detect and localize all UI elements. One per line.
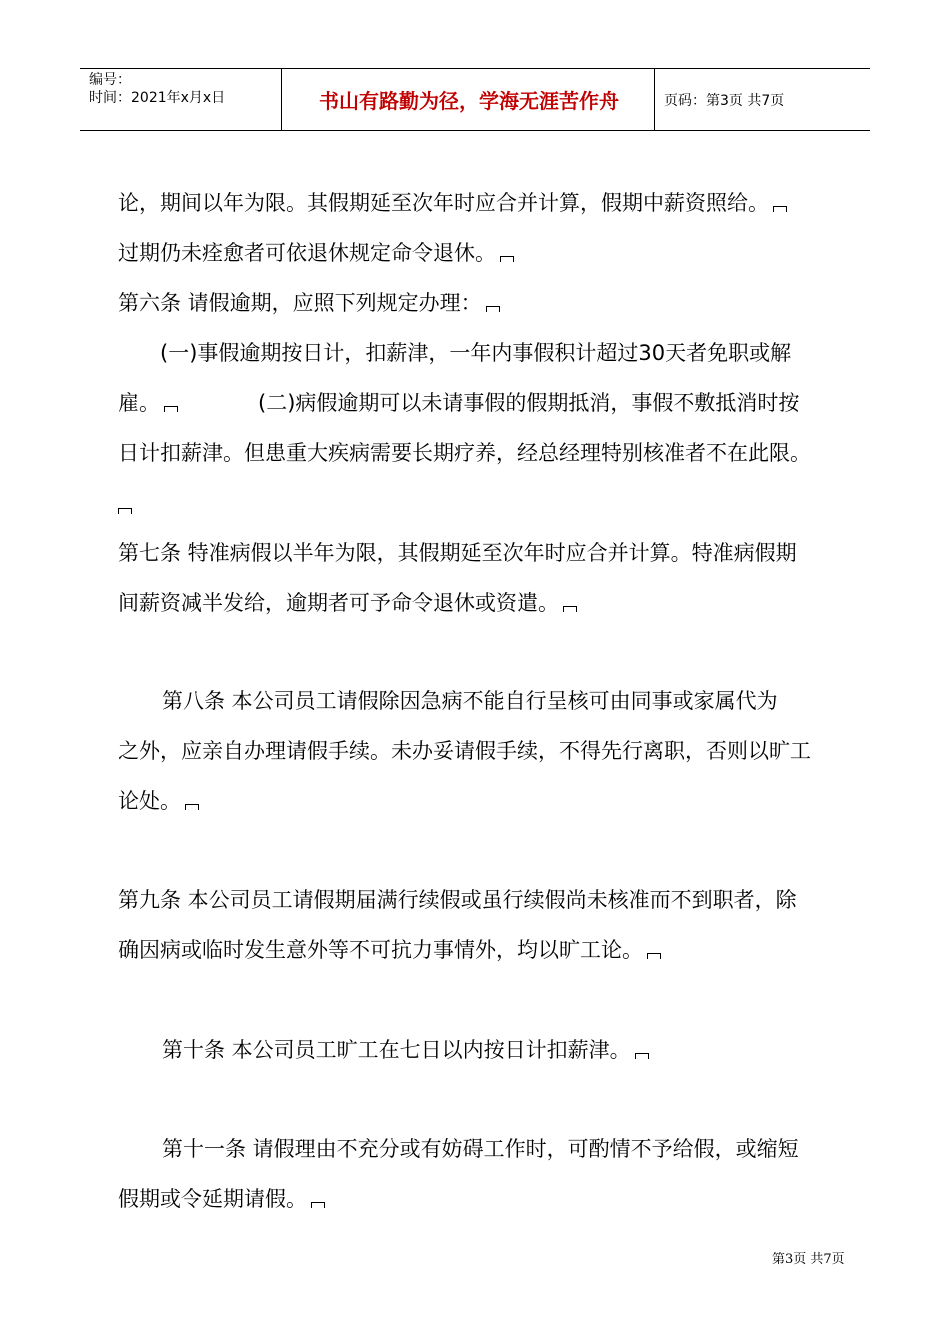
time-label: 时间：2021年x月x日 [89,90,226,106]
paragraph-mark-icon [773,206,787,212]
paragraph-mark-icon [311,1202,325,1208]
text-line: 第十一条 请假理由不充分或有妨碍工作时，可酌情不予给假，或缩短 [162,1137,799,1161]
number-label: 编号： [89,72,131,88]
text-line: 间薪资减半发给，逾期者可予命令退休或资遣。 [118,590,577,616]
text-line: 第九条 本公司员工请假期届满行续假或虽行续假尚未核准而不到职者，除 [118,888,797,912]
text-line: (一)事假逾期按日计，扣薪津，一年内事假积计超过30天者免职或解 [160,341,792,365]
text-line: 第八条 本公司员工请假除因急病不能自行呈核可由同事或家属代为 [162,689,778,713]
motto: 书山有路勤为径，学海无涯苦作舟 [319,89,619,113]
paragraph-mark-icon [185,804,199,810]
text-line: 雇。 [118,390,178,416]
text-line: 过期仍未痊愈者可依退休规定命令退休。 [118,240,514,266]
text-line: 第七条 特准病假以半年为限，其假期延至次年时应合并计算。特准病假期 [118,541,797,565]
paragraph-mark-icon [164,406,178,412]
text-line: 之外，应亲自办理请假手续。未办妥请假手续，不得先行离职，否则以旷工 [118,739,811,763]
header-page-label: 页码：第3页 共7页 [664,92,785,109]
text-line [118,492,132,518]
paragraph-mark-icon [500,256,514,262]
text-line: 第六条 请假逾期，应照下列规定办理： [118,290,500,316]
text-line: (二)病假逾期可以未请事假的假期抵消，事假不敷抵消时按 [258,391,800,415]
text-line: 日计扣薪津。但患重大疾病需要长期疗养，经总经理特别核准者不在此限。 [118,441,811,465]
header-table [80,68,870,131]
text-line: 确因病或临时发生意外等不可抗力事情外，均以旷工论。 [118,937,661,963]
text-line: 论处。 [118,788,199,814]
footer-page-label: 第3页 共7页 [772,1252,845,1267]
text-line: 论，期间以年为限。其假期延至次年时应合并计算，假期中薪资照给。 [118,190,787,216]
paragraph-mark-icon [647,953,661,959]
text-line: 假期或令延期请假。 [118,1186,325,1212]
text-line: 第十条 本公司员工旷工在七日以内按日计扣薪津。 [162,1037,649,1063]
paragraph-mark-icon [563,606,577,612]
paragraph-mark-icon [118,508,132,514]
paragraph-mark-icon [486,306,500,312]
header-meta [89,71,225,107]
paragraph-mark-icon [635,1053,649,1059]
